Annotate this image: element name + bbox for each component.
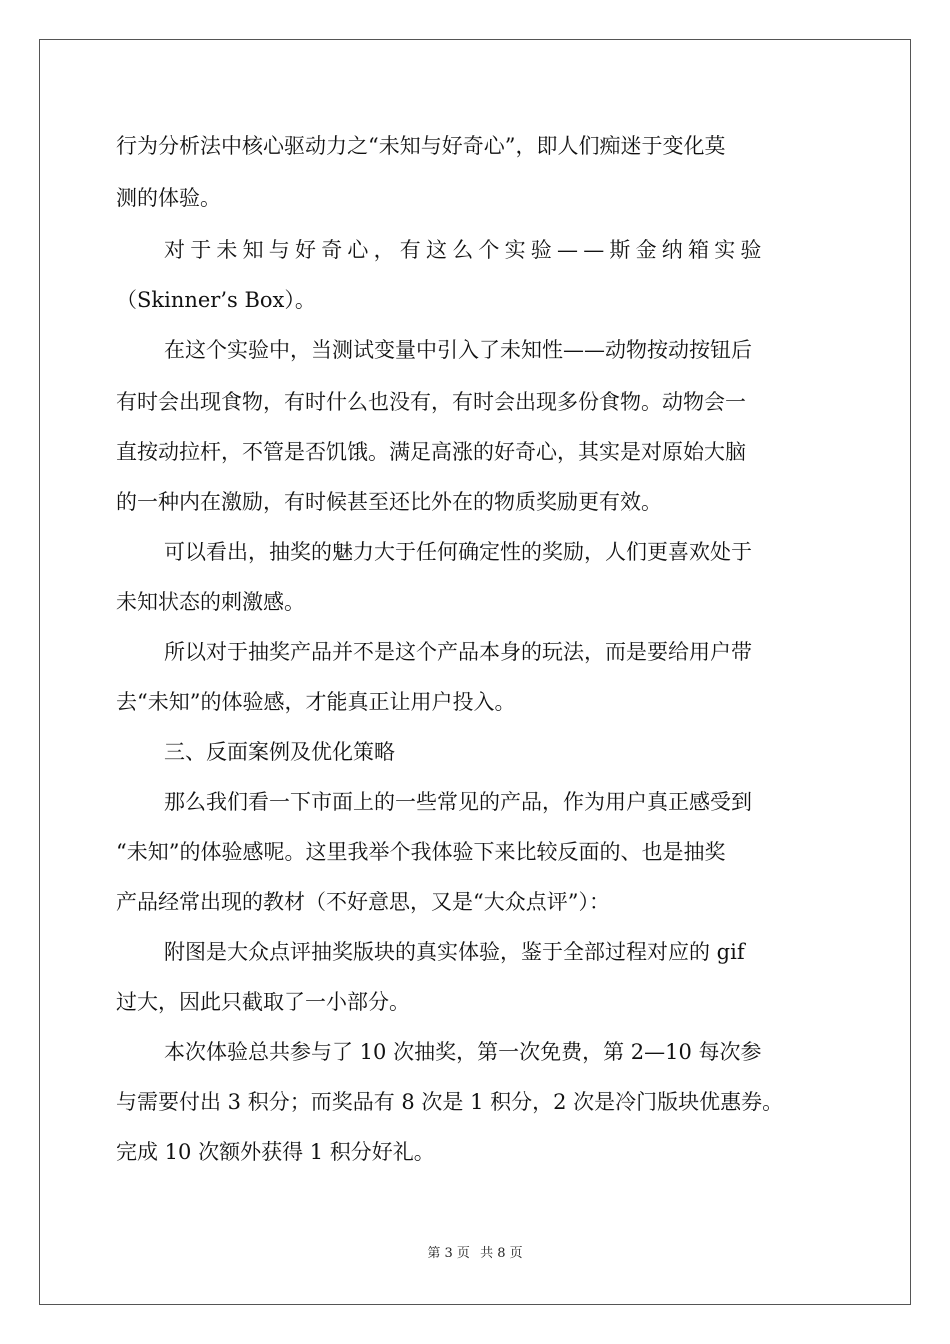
paragraph-line: 完成 10 次额外获得 1 积分好礼。 (116, 1140, 435, 1164)
paragraph-line: 那么我们看一下市面上的一些常见的产品，作为用户真正感受到 (164, 790, 752, 814)
paragraph-line: 在这个实验中，当测试变量中引入了未知性——动物按动按钮后 (164, 338, 752, 362)
paragraph-line: 对于未知与好奇心，有这么个实验——斯金纳箱实验 (164, 238, 767, 262)
page-footer (0, 1242, 950, 1261)
paragraph-line: 所以对于抽奖产品并不是这个产品本身的玩法，而是要给用户带 (164, 640, 752, 664)
paragraph-line: （Skinner’s Box）。 (116, 288, 316, 312)
paragraph-line: 行为分析法中核心驱动力之“未知与好奇心”，即人们痴迷于变化莫 (116, 134, 726, 158)
paragraph-line: 未知状态的刺激感。 (116, 590, 305, 614)
paragraph-line: 附图是大众点评抽奖版块的真实体验，鉴于全部过程对应的 gif (164, 940, 745, 964)
paragraph-line: 本次体验总共参与了 10 次抽奖，第一次免费，第 2—10 每次参 (164, 1040, 762, 1064)
page-border (39, 39, 911, 1305)
page-number: 第 3 页 (427, 1246, 470, 1261)
paragraph-line: 过大，因此只截取了一小部分。 (116, 990, 410, 1014)
paragraph-line: 的一种内在激励，有时候甚至还比外在的物质奖励更有效。 (116, 490, 662, 514)
paragraph-line: 有时会出现食物，有时什么也没有，有时会出现多份食物。动物会一 (116, 390, 746, 414)
paragraph-line: 可以看出，抽奖的魅力大于任何确定性的奖励，人们更喜欢处于 (164, 540, 752, 564)
paragraph-line: 测的体验。 (116, 186, 221, 210)
paragraph-line: 产品经常出现的教材（不好意思，又是“大众点评”）： (116, 890, 610, 914)
paragraph-line: “未知”的体验感呢。这里我举个我体验下来比较反面的、也是抽奖 (116, 840, 726, 864)
paragraph-line: 去“未知”的体验感，才能真正让用户投入。 (116, 690, 516, 714)
section-heading: 三、反面案例及优化策略 (164, 740, 395, 764)
paragraph-line: 直按动拉杆，不管是否饥饿。满足高涨的好奇心，其实是对原始大脑 (116, 440, 746, 464)
page-total: 共 8 页 (480, 1246, 523, 1261)
paragraph-line: 与需要付出 3 积分；而奖品有 8 次是 1 积分，2 次是冷门版块优惠券。 (116, 1090, 784, 1114)
